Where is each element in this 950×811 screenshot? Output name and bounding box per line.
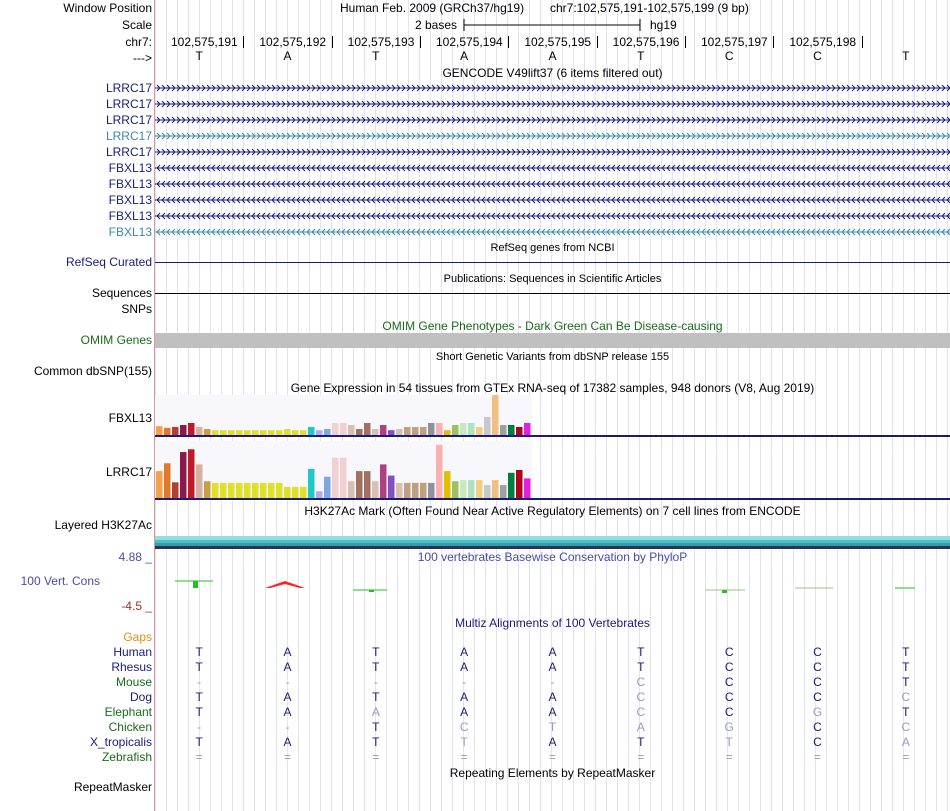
alignment-base: T bbox=[548, 720, 557, 734]
gene-track-lrrc17[interactable] bbox=[155, 101, 950, 107]
sequences-line bbox=[155, 293, 950, 294]
chrom-label: chr7: bbox=[125, 35, 152, 49]
h3k27ac-title: H3K27Ac Mark (Often Found Near Active Regulatory Elements) on 7 cell lines from ENCODE bbox=[304, 504, 801, 518]
gtex-lrrc17-bar[interactable] bbox=[332, 458, 339, 498]
base-letter: T bbox=[372, 49, 380, 63]
publications-title: Publications: Sequences in Scientific Articles bbox=[443, 273, 662, 285]
alignment-base: A bbox=[901, 735, 910, 749]
gtex-fbxl13-bar[interactable] bbox=[228, 430, 235, 435]
coord-tick-mark bbox=[685, 36, 686, 48]
coord-tick-mark bbox=[862, 36, 863, 48]
gtex-fbxl13-bar[interactable] bbox=[252, 430, 259, 435]
alignment-base: T bbox=[902, 705, 910, 719]
gtex-fbxl13-bar[interactable] bbox=[516, 427, 523, 435]
species-label-zebrafish[interactable]: Zebrafish bbox=[101, 750, 152, 764]
gene-track-fbxl13[interactable] bbox=[155, 165, 950, 171]
alignment-base: T bbox=[372, 690, 380, 704]
alignment-base: = bbox=[725, 750, 733, 764]
alignment-base: = bbox=[283, 750, 291, 764]
gtex-fbxl13-bar[interactable] bbox=[500, 425, 507, 435]
gtex-lrrc17-bar[interactable] bbox=[452, 481, 459, 498]
gtex-fbxl13-bar[interactable] bbox=[260, 430, 267, 435]
gtex-lrrc17-bar[interactable] bbox=[292, 487, 299, 498]
cons-min-label: -4.5 _ bbox=[121, 599, 152, 613]
gtex-lrrc17-bar[interactable] bbox=[308, 469, 315, 498]
gtex-fbxl13-bar[interactable] bbox=[332, 423, 339, 435]
gtex-fbxl13-bar[interactable] bbox=[212, 430, 219, 435]
gene-label-fbxl13[interactable]: FBXL13 bbox=[108, 193, 152, 207]
gtex-lrrc17-bar[interactable] bbox=[364, 471, 371, 498]
alignment-base: = bbox=[902, 750, 910, 764]
alignment-base: - bbox=[197, 675, 202, 689]
gene-label-fbxl13[interactable]: FBXL13 bbox=[108, 161, 152, 175]
coord-tick: 102,575,192 bbox=[259, 35, 327, 49]
alignment-base: C bbox=[636, 705, 646, 719]
scale-bar bbox=[463, 17, 643, 33]
refseq-curated-label[interactable]: RefSeq Curated bbox=[65, 255, 152, 269]
base-letter: T bbox=[637, 49, 645, 63]
alignment-base: T bbox=[637, 735, 645, 749]
gtex-fbxl13-bar[interactable] bbox=[484, 417, 491, 435]
alignment-base: = bbox=[813, 750, 821, 764]
phylop-plot[interactable] bbox=[155, 565, 950, 610]
gtex-fbxl13-bar[interactable] bbox=[412, 427, 419, 435]
omim-title: OMIM Gene Phenotypes - Dark Green Can Be Disease-causing bbox=[382, 319, 723, 333]
scale-label: Scale bbox=[121, 18, 152, 32]
alignment-base: A bbox=[460, 660, 469, 674]
gtex-fbxl13-bar[interactable] bbox=[172, 427, 179, 435]
coord-tick-mark bbox=[773, 36, 774, 48]
gtex-lrrc17-bar[interactable] bbox=[284, 487, 291, 498]
alignment-base: T bbox=[195, 690, 203, 704]
gtex-lrrc17-bar[interactable] bbox=[324, 477, 331, 498]
gtex-fbxl13-bar[interactable] bbox=[196, 427, 203, 435]
gtex-lrrc17-bar[interactable] bbox=[268, 483, 275, 498]
alignment-base: = bbox=[195, 750, 203, 764]
gtex-lrrc17-bar[interactable] bbox=[204, 481, 211, 498]
alignment-base: C bbox=[724, 645, 734, 659]
gtex-fbxl13-bar[interactable] bbox=[348, 425, 355, 435]
alignment-base: = bbox=[637, 750, 645, 764]
alignment-base: C bbox=[813, 660, 822, 674]
gtex-lrrc17-bar[interactable] bbox=[260, 483, 267, 498]
alignment-base: A bbox=[548, 645, 557, 659]
base-letter: A bbox=[548, 49, 557, 63]
alignment-base: = bbox=[548, 750, 556, 764]
alignment-base: - bbox=[285, 720, 290, 734]
alignment-base: C bbox=[813, 735, 822, 749]
gtex-fbxl13-bar[interactable] bbox=[460, 423, 467, 435]
gene-track-lrrc17[interactable] bbox=[155, 133, 950, 139]
strand-arrow-label: ---> bbox=[133, 51, 152, 65]
scale-db: hg19 bbox=[650, 18, 677, 32]
alignment-base: C bbox=[813, 720, 822, 734]
refseq-line bbox=[155, 262, 950, 263]
gtex-fbxl13-bar[interactable] bbox=[476, 427, 483, 435]
gtex-lrrc17-bar[interactable] bbox=[460, 480, 467, 498]
scale-text: 2 bases bbox=[415, 18, 458, 32]
gtex-lrrc17-bar[interactable] bbox=[524, 478, 531, 498]
gtex-lrrc17-bar[interactable] bbox=[244, 483, 251, 498]
alignment-base: C bbox=[724, 705, 734, 719]
alignment-base: C bbox=[724, 690, 734, 704]
gene-track-lrrc17[interactable] bbox=[155, 117, 950, 123]
snps-label[interactable]: SNPs bbox=[121, 302, 152, 316]
gtex-lrrc17-bar[interactable] bbox=[428, 483, 435, 498]
gene-label-lrrc17[interactable]: LRRC17 bbox=[105, 81, 152, 95]
alignment-base: A bbox=[371, 705, 380, 719]
gene-track-fbxl13[interactable] bbox=[155, 229, 950, 235]
gtex-lrrc17-bar[interactable] bbox=[420, 483, 427, 498]
alignment-base: T bbox=[902, 645, 910, 659]
coord-tick: 102,575,194 bbox=[436, 35, 503, 49]
alignment-base: T bbox=[902, 675, 910, 689]
alignment-base: A bbox=[460, 645, 469, 659]
gtex-lrrc17-bar[interactable] bbox=[156, 471, 163, 498]
gene-track-fbxl13[interactable] bbox=[155, 213, 950, 219]
gtex-fbxl13-bar[interactable] bbox=[268, 430, 275, 435]
gtex-lrrc17-bar[interactable] bbox=[340, 458, 347, 498]
coord-tick: 102,575,193 bbox=[347, 35, 415, 49]
alignment-base: C bbox=[459, 720, 469, 734]
gtex-lrrc17-bar[interactable] bbox=[516, 470, 523, 498]
gtex-fbxl13-bar[interactable] bbox=[324, 429, 331, 435]
gene-label-lrrc17[interactable]: LRRC17 bbox=[105, 129, 152, 143]
omim-genes-label[interactable]: OMIM Genes bbox=[80, 333, 152, 347]
gtex-fbxl13-bar[interactable] bbox=[452, 425, 459, 435]
alignment-base: T bbox=[195, 645, 203, 659]
gene-track-lrrc17[interactable] bbox=[155, 85, 950, 91]
alignment-base: C bbox=[901, 720, 911, 734]
gtex-fbxl13-bar[interactable] bbox=[364, 423, 371, 435]
alignment-base: G bbox=[812, 705, 823, 719]
gtex-fbxl13-bar[interactable] bbox=[396, 429, 403, 435]
gtex-bar-chart[interactable] bbox=[155, 395, 950, 501]
alignment-base: T bbox=[902, 660, 910, 674]
alignment-base: - bbox=[373, 675, 378, 689]
gtex-fbxl13-bar[interactable] bbox=[444, 430, 451, 435]
alignment-base: C bbox=[813, 675, 822, 689]
gtex-fbxl13-bar[interactable] bbox=[236, 430, 243, 435]
gtex-fbxl13-bar[interactable] bbox=[404, 427, 411, 435]
alignment-base: T bbox=[195, 735, 203, 749]
gene-label-fbxl13[interactable]: FBXL13 bbox=[108, 209, 152, 223]
gtex-lrrc17-bar[interactable] bbox=[436, 445, 443, 498]
gtex-lrrc17-bar[interactable] bbox=[348, 481, 355, 498]
track-labels bbox=[0, 0, 154, 811]
coord-tick: 102,575,196 bbox=[612, 35, 680, 49]
gtex-lrrc17-bar[interactable] bbox=[404, 483, 411, 498]
gtex-fbxl13-bar[interactable] bbox=[276, 430, 283, 435]
refseq-title: RefSeq genes from NCBI bbox=[490, 242, 615, 254]
gtex-fbxl13-bar[interactable] bbox=[436, 423, 443, 435]
gtex-lrrc17-bar[interactable] bbox=[388, 476, 395, 498]
base-letter: C bbox=[724, 49, 734, 63]
gtex-lrrc17-bar[interactable] bbox=[444, 471, 451, 498]
alignment-base: A bbox=[548, 735, 557, 749]
gene-track-fbxl13[interactable] bbox=[155, 181, 950, 187]
gtex-lrrc17-bar[interactable] bbox=[476, 480, 483, 498]
species-label-rhesus[interactable]: Rhesus bbox=[111, 660, 152, 674]
position-readout: chr7:102,575,191-102,575,199 (9 bp) bbox=[550, 1, 749, 15]
gtex-lrrc17-bar[interactable] bbox=[228, 483, 235, 498]
gtex-fbxl13-bar[interactable] bbox=[156, 426, 163, 435]
cons-max-label: 4.88 _ bbox=[118, 550, 152, 564]
gtex-lrrc17-bar[interactable] bbox=[372, 481, 379, 498]
gtex-title: Gene Expression in 54 tissues from GTEx RNA-seq of 17382 samples, 948 donors (V8, Aug 2019) bbox=[290, 381, 815, 395]
phylop-title: 100 vertebrates Basewise Conservation by PhyloP bbox=[417, 550, 688, 564]
alignment-base: = bbox=[372, 750, 380, 764]
alignment-base: A bbox=[283, 645, 292, 659]
alignment-base: A bbox=[283, 690, 292, 704]
alignment-base: T bbox=[372, 645, 380, 659]
alignment-base: C bbox=[636, 675, 646, 689]
alignment-base: T bbox=[372, 720, 380, 734]
alignment-base: T bbox=[195, 705, 203, 719]
coord-tick: 102,575,191 bbox=[171, 35, 238, 49]
gtex-lrrc17-bar[interactable] bbox=[180, 452, 187, 498]
repeatmasker-label[interactable]: RepeatMasker bbox=[73, 780, 152, 794]
gtex-lrrc17-bar[interactable] bbox=[236, 483, 243, 498]
assembly-title: Human Feb. 2009 (GRCh37/hg19) bbox=[340, 1, 525, 15]
alignment-base: A bbox=[636, 720, 645, 734]
gaps-label: Gaps bbox=[123, 630, 152, 644]
gtex-fbxl13-bar[interactable] bbox=[428, 423, 435, 435]
gtex-fbxl13-bar[interactable] bbox=[164, 428, 171, 435]
gene-label-lrrc17[interactable]: LRRC17 bbox=[105, 145, 152, 159]
gtex-lrrc17-bar[interactable] bbox=[500, 485, 507, 498]
coord-tick-mark bbox=[332, 36, 333, 48]
alignment-base: = bbox=[460, 750, 468, 764]
gtex-lrrc17-bar[interactable] bbox=[220, 483, 227, 498]
gtex-fbxl13-bar[interactable] bbox=[356, 429, 363, 435]
alignment-base: C bbox=[813, 645, 822, 659]
coord-tick: 102,575,195 bbox=[524, 35, 592, 49]
cons-track-label[interactable]: 100 Vert. Cons bbox=[20, 574, 100, 588]
gtex-fbxl13-bar[interactable] bbox=[340, 423, 347, 435]
gtex-lrrc17-bar[interactable] bbox=[508, 473, 515, 498]
coord-tick: 102,575,198 bbox=[789, 35, 857, 49]
alignment-base: A bbox=[548, 690, 557, 704]
gtex-lrrc17-bar[interactable] bbox=[172, 482, 179, 498]
multiz-title: Multiz Alignments of 100 Vertebrates bbox=[455, 616, 650, 630]
gtex-lrrc17-bar[interactable] bbox=[412, 483, 419, 498]
alignment-base: T bbox=[195, 660, 203, 674]
omim-bar[interactable] bbox=[155, 333, 950, 348]
gtex-lrrc17-label[interactable]: LRRC17 bbox=[105, 465, 152, 479]
gtex-fbxl13-bar[interactable] bbox=[316, 430, 323, 435]
alignment-base: G bbox=[724, 720, 734, 734]
base-letter: T bbox=[902, 49, 910, 63]
gtex-lrrc17-bar[interactable] bbox=[212, 483, 219, 498]
species-label-dog[interactable]: Dog bbox=[129, 690, 152, 704]
gtex-fbxl13-bar[interactable] bbox=[220, 430, 227, 435]
alignment-base: C bbox=[724, 675, 734, 689]
alignment-base: A bbox=[548, 705, 557, 719]
gtex-lrrc17-bar[interactable] bbox=[396, 483, 403, 498]
alignment-base: T bbox=[725, 735, 733, 749]
alignment-base: A bbox=[460, 705, 469, 719]
gtex-fbxl13-bar[interactable] bbox=[204, 429, 211, 435]
alignment-base: - bbox=[285, 675, 290, 689]
gtex-fbxl13-bar[interactable] bbox=[388, 430, 395, 435]
common-dbsnp-label[interactable]: Common dbSNP(155) bbox=[33, 364, 152, 378]
gtex-lrrc17-bar[interactable] bbox=[468, 480, 475, 498]
gtex-lrrc17-bar[interactable] bbox=[356, 471, 363, 498]
repeatmasker-title: Repeating Elements by RepeatMasker bbox=[449, 766, 656, 780]
base-letter: A bbox=[283, 49, 292, 63]
gtex-fbxl13-bar[interactable] bbox=[492, 395, 499, 435]
species-label-chicken[interactable]: Chicken bbox=[108, 720, 152, 734]
gtex-fbxl13-bar[interactable] bbox=[380, 425, 387, 435]
sequences-label[interactable]: Sequences bbox=[91, 286, 152, 300]
gtex-fbxl13-label[interactable]: FBXL13 bbox=[108, 411, 152, 425]
gtex-lrrc17-bar[interactable] bbox=[252, 483, 259, 498]
alignment-base: C bbox=[813, 690, 822, 704]
gtex-fbxl13-bar[interactable] bbox=[468, 423, 475, 435]
alignment-base: A bbox=[283, 705, 292, 719]
alignment-base: A bbox=[460, 690, 469, 704]
alignment-base: A bbox=[283, 735, 292, 749]
alignment-base: T bbox=[460, 735, 468, 749]
h3k27ac-signal[interactable] bbox=[155, 536, 950, 550]
window-position-label: Window Position bbox=[63, 1, 152, 15]
alignment-base: C bbox=[636, 690, 646, 704]
gtex-fbxl13-bar[interactable] bbox=[508, 425, 515, 435]
alignment-base: A bbox=[283, 660, 292, 674]
gtex-lrrc17-bar[interactable] bbox=[196, 464, 203, 498]
gtex-fbxl13-bar[interactable] bbox=[292, 430, 299, 435]
alignment-base: T bbox=[637, 660, 645, 674]
gtex-lrrc17-bar[interactable] bbox=[484, 485, 491, 498]
gtex-fbxl13-bar[interactable] bbox=[420, 427, 427, 435]
coord-tick-mark bbox=[597, 36, 598, 48]
species-label-mouse[interactable]: Mouse bbox=[115, 675, 152, 689]
gtex-fbxl13-bar[interactable] bbox=[284, 429, 291, 435]
gtex-lrrc17-bar[interactable] bbox=[316, 491, 323, 498]
alignment-base: - bbox=[550, 675, 555, 689]
gtex-fbxl13-bar[interactable] bbox=[308, 427, 315, 435]
species-label-human[interactable]: Human bbox=[113, 645, 152, 659]
species-label-x_tropicalis[interactable]: X_tropicalis bbox=[89, 735, 152, 749]
gtex-fbxl13-bar[interactable] bbox=[180, 425, 187, 435]
gtex-fbxl13-bar[interactable] bbox=[524, 423, 531, 435]
alignment-base: - bbox=[197, 720, 202, 734]
gtex-lrrc17-bar[interactable] bbox=[492, 480, 499, 498]
gtex-lrrc17-bar[interactable] bbox=[380, 464, 387, 498]
alignment-base: T bbox=[637, 645, 645, 659]
gtex-fbxl13-bar[interactable] bbox=[372, 429, 379, 435]
gene-label-lrrc17[interactable]: LRRC17 bbox=[105, 97, 152, 111]
base-letter: A bbox=[460, 49, 469, 63]
alignment-base: T bbox=[372, 660, 380, 674]
gtex-lrrc17-bar[interactable] bbox=[300, 487, 307, 498]
alignment-base: T bbox=[372, 735, 380, 749]
h3k27ac-label[interactable]: Layered H3K27Ac bbox=[54, 518, 152, 532]
alignment-base: C bbox=[724, 660, 734, 674]
alignment-base: A bbox=[548, 660, 557, 674]
gene-label-lrrc17[interactable]: LRRC17 bbox=[105, 113, 152, 127]
gene-label-fbxl13[interactable]: FBXL13 bbox=[108, 225, 152, 239]
gene-track-lrrc17[interactable] bbox=[155, 149, 950, 155]
base-letter: C bbox=[813, 49, 822, 63]
alignment-base: C bbox=[901, 690, 911, 704]
gencode-gene-tracks[interactable] bbox=[155, 80, 950, 240]
coord-tick-mark bbox=[508, 36, 509, 48]
species-label-elephant[interactable]: Elephant bbox=[104, 705, 152, 719]
gtex-lrrc17-bar[interactable] bbox=[164, 463, 171, 498]
gtex-fbxl13-bar[interactable] bbox=[188, 423, 195, 435]
track-image[interactable] bbox=[155, 0, 950, 811]
dbsnp-title: Short Genetic Variants from dbSNP release 155 bbox=[435, 351, 670, 363]
coord-tick-mark bbox=[243, 36, 244, 48]
coord-tick: 102,575,197 bbox=[701, 35, 768, 49]
gtex-fbxl13-bar[interactable] bbox=[300, 430, 307, 435]
coord-tick-mark bbox=[420, 36, 421, 48]
gene-label-fbxl13[interactable]: FBXL13 bbox=[108, 177, 152, 191]
gene-track-fbxl13[interactable] bbox=[155, 197, 950, 203]
gtex-lrrc17-bar[interactable] bbox=[188, 449, 195, 498]
gtex-lrrc17-bar[interactable] bbox=[276, 483, 283, 498]
base-letter: T bbox=[195, 49, 203, 63]
gencode-title: GENCODE V49lift37 (6 items filtered out) bbox=[442, 66, 663, 80]
gtex-fbxl13-bar[interactable] bbox=[244, 430, 251, 435]
alignment-base: - bbox=[462, 675, 467, 689]
